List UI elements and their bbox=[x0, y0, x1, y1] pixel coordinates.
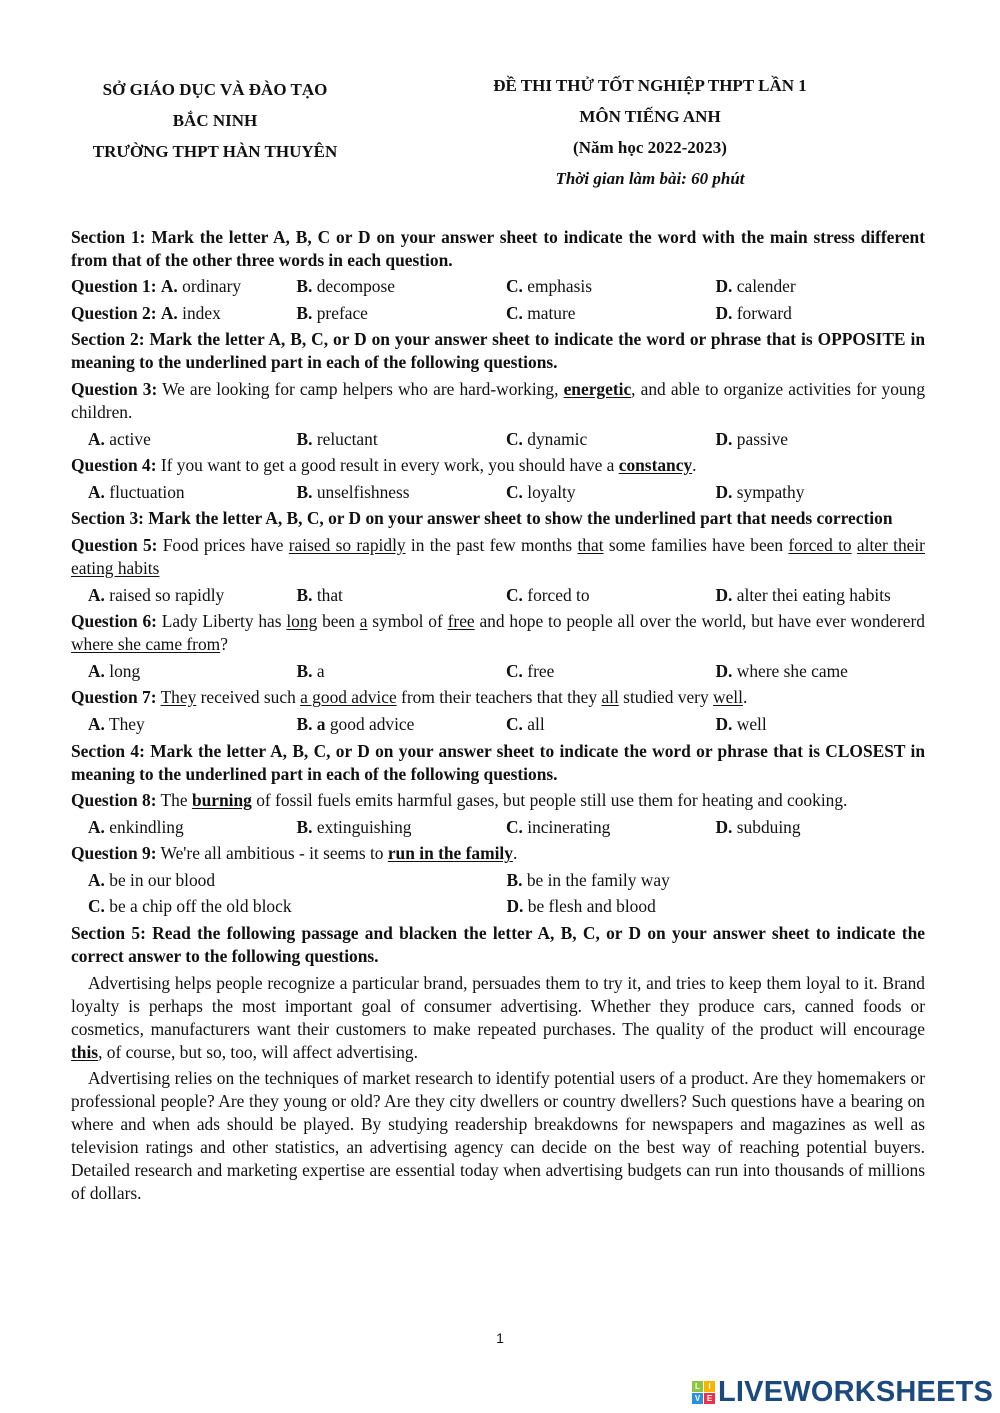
option-d bbox=[716, 660, 926, 683]
logo-tiles-icon bbox=[692, 1381, 715, 1404]
option-text: where she came bbox=[736, 660, 848, 681]
option-c bbox=[506, 428, 716, 451]
text-segment: Section 2: Mark the letter A, B, C, or D on your answer sheet to indicate the word or phrase that is OPPOSITE in meaning to the underlined part in each of the following questions. bbox=[71, 329, 925, 373]
option-letter: B. bbox=[506, 869, 523, 890]
text-segment: Question 5: bbox=[71, 534, 158, 555]
option-letter: C. bbox=[506, 584, 523, 605]
underlined-part: constancy bbox=[618, 455, 693, 476]
option-c bbox=[506, 302, 716, 325]
option-letter: C. bbox=[506, 816, 523, 837]
underlined-part: forced to bbox=[788, 534, 852, 555]
option-d bbox=[716, 713, 926, 736]
text-segment: ? bbox=[220, 634, 228, 655]
section-instruction bbox=[71, 740, 925, 786]
option-letter: D. bbox=[715, 713, 733, 734]
option-b bbox=[297, 428, 507, 451]
option-letter: D. bbox=[715, 584, 733, 605]
option-letter: D. bbox=[715, 302, 733, 323]
text-segment: from their teachers that they bbox=[396, 687, 602, 708]
option-a bbox=[71, 816, 297, 839]
question-text bbox=[71, 686, 925, 709]
school-header bbox=[40, 74, 390, 167]
option-text: fluctuation bbox=[109, 481, 185, 502]
underlined-part: burning bbox=[191, 790, 252, 811]
option-b bbox=[296, 275, 506, 298]
option-letter: D. bbox=[715, 816, 733, 837]
option-text: active bbox=[109, 428, 151, 449]
underlined-part: They bbox=[160, 687, 197, 708]
question-text bbox=[71, 789, 925, 812]
option-text: unselfishness bbox=[316, 481, 410, 502]
option-text: free bbox=[527, 660, 555, 681]
option-a bbox=[71, 428, 297, 451]
question-text bbox=[71, 534, 925, 580]
text-segment: . bbox=[512, 843, 518, 864]
option-a bbox=[71, 302, 296, 325]
text-segment: The bbox=[156, 790, 192, 811]
option-c bbox=[506, 713, 716, 736]
option-letter: A. bbox=[88, 869, 105, 890]
exam-duration: Thời gian làm bài: 60 phút bbox=[555, 169, 745, 188]
option-b bbox=[297, 816, 507, 839]
option-letter: B. bbox=[296, 276, 313, 297]
underlined-part: all bbox=[601, 687, 619, 708]
option-letter: B. bbox=[296, 660, 313, 681]
option-letter: D. bbox=[715, 481, 733, 502]
option-letter: A. bbox=[160, 276, 178, 297]
text-segment: of fossil fuels emits harmful gases, but people still use them for heating and cooking. bbox=[251, 790, 848, 811]
option-letter: C. bbox=[505, 302, 523, 323]
school-name: TRƯỜNG THPT HÀN THUYÊN bbox=[92, 142, 338, 161]
section-instruction bbox=[71, 507, 925, 530]
option-letter: A. bbox=[88, 816, 105, 837]
underlined-part: energetic bbox=[563, 378, 632, 399]
option-a bbox=[71, 275, 296, 298]
text-segment: We're all ambitious - it seems to bbox=[156, 843, 388, 864]
liveworksheets-logo bbox=[692, 1376, 993, 1409]
section-instruction bbox=[71, 328, 925, 374]
underlined-part: a bbox=[359, 611, 368, 632]
underlined-part: where she came from bbox=[71, 634, 221, 655]
option-c bbox=[71, 895, 507, 918]
option-letter: C. bbox=[88, 896, 105, 917]
answer-options bbox=[71, 481, 925, 504]
option-a bbox=[71, 869, 507, 892]
option-a bbox=[71, 481, 297, 504]
option-text: well bbox=[736, 713, 767, 734]
subject-name: MÔN TIẾNG ANH bbox=[579, 107, 721, 126]
logo-text: LIVEWORKSHEETS bbox=[718, 1376, 994, 1408]
option-letter: A. bbox=[88, 660, 105, 681]
question-text bbox=[71, 842, 925, 865]
option-letter: A. bbox=[88, 481, 105, 502]
underlined-part: run in the family bbox=[387, 843, 513, 864]
text-segment: in the past few months bbox=[405, 534, 578, 555]
option-text: preface bbox=[316, 302, 368, 323]
underlined-part: a good advice bbox=[300, 687, 397, 708]
option-text: all bbox=[527, 713, 545, 734]
option-a bbox=[71, 584, 297, 607]
logo-tile: L bbox=[692, 1381, 703, 1392]
option-text: subduing bbox=[736, 816, 801, 837]
option-d bbox=[716, 481, 926, 504]
option-d bbox=[715, 302, 925, 325]
option-text: emphasis bbox=[527, 276, 592, 297]
option-a bbox=[71, 660, 297, 683]
text-segment: Section 4: Mark the letter A, B, C, or D on your answer sheet to indicate the word or phrase that is CLOSEST in meaning to the underlined part in each of the following questions. bbox=[71, 740, 925, 784]
answer-options bbox=[71, 302, 925, 325]
option-letter: D. bbox=[715, 428, 733, 449]
answer-options bbox=[71, 428, 925, 451]
logo-tile: I bbox=[704, 1381, 715, 1392]
option-letter: B. bbox=[296, 584, 313, 605]
text-segment: some families have been bbox=[603, 534, 789, 555]
text-segment: If you want to get a good result in every work, you should have a bbox=[156, 455, 619, 476]
exam-header bbox=[430, 70, 870, 194]
option-text: calender bbox=[736, 276, 796, 297]
text-segment: Question 4: bbox=[71, 455, 157, 476]
option-letter: A. bbox=[160, 302, 178, 323]
text-segment: symbol of bbox=[367, 611, 448, 632]
text-segment: Section 5: Read the following passage and blacken the letter A, B, C, or D on your answer sheet to indicate the correct answer to the following questions. bbox=[71, 923, 925, 967]
answer-options bbox=[71, 816, 925, 839]
text-segment: Section 3: Mark the letter A, B, C, or D on your answer sheet to show the underlined part that needs correction bbox=[71, 508, 893, 529]
answer-options bbox=[71, 869, 925, 892]
underlined-part: alter their eating habits bbox=[71, 534, 925, 578]
option-text: enkindling bbox=[109, 816, 184, 837]
option-text: alter thei eating habits bbox=[736, 584, 891, 605]
text-segment: Question 9: bbox=[71, 843, 157, 864]
province-name: BẮC NINH bbox=[172, 111, 258, 130]
option-text: long bbox=[109, 660, 141, 681]
option-c bbox=[506, 584, 716, 607]
option-text: be flesh and blood bbox=[527, 896, 656, 917]
option-b bbox=[296, 302, 506, 325]
option-letter: C. bbox=[506, 660, 523, 681]
underlined-part: long bbox=[286, 611, 318, 632]
option-c bbox=[506, 481, 716, 504]
option-text: forward bbox=[736, 302, 792, 323]
option-letter: A. bbox=[88, 713, 105, 734]
option-text: raised so rapidly bbox=[109, 584, 225, 605]
option-text: a bbox=[316, 660, 325, 681]
option-text: incinerating bbox=[527, 816, 611, 837]
logo-tile: V bbox=[692, 1393, 703, 1404]
text-segment: Question 8: bbox=[71, 790, 157, 811]
option-text: index bbox=[182, 302, 221, 323]
option-letter: C. bbox=[506, 481, 523, 502]
option-d bbox=[716, 584, 926, 607]
passage-paragraph bbox=[71, 1067, 925, 1205]
option-c bbox=[506, 816, 716, 839]
text-segment: Section 1: Mark the letter A, B, C or D on your answer sheet to indicate the word with the main stress different from that of the other three words in each question. bbox=[71, 226, 925, 270]
option-d bbox=[507, 895, 926, 918]
option-letter: C. bbox=[506, 428, 523, 449]
underlined-part: that bbox=[577, 534, 604, 555]
underlined-part: free bbox=[447, 611, 475, 632]
option-letter: B. bbox=[296, 428, 313, 449]
text-segment: Question 6: bbox=[71, 611, 157, 632]
text-segment: studied very bbox=[618, 687, 714, 708]
option-b bbox=[297, 584, 507, 607]
page-number: 1 bbox=[496, 1330, 504, 1346]
text-segment: Food prices have bbox=[157, 534, 289, 555]
option-letter: C. bbox=[506, 713, 523, 734]
option-text: sympathy bbox=[736, 481, 805, 502]
option-text: good advice bbox=[329, 713, 415, 734]
option-b bbox=[297, 713, 507, 736]
option-d bbox=[716, 428, 926, 451]
text-segment: been bbox=[317, 611, 360, 632]
option-text: dynamic bbox=[527, 428, 588, 449]
underlined-part: raised so rapidly bbox=[288, 534, 406, 555]
option-letter: A. bbox=[88, 428, 105, 449]
option-b bbox=[297, 660, 507, 683]
option-text: ordinary bbox=[182, 276, 242, 297]
option-d bbox=[716, 816, 926, 839]
option-letter: B. bbox=[296, 481, 313, 502]
exam-body bbox=[71, 222, 925, 1205]
text-segment: received such bbox=[196, 687, 301, 708]
option-letter: B. bbox=[296, 816, 313, 837]
option-b bbox=[297, 481, 507, 504]
option-text: extinguishing bbox=[316, 816, 412, 837]
logo-tile: E bbox=[704, 1393, 715, 1404]
text-segment: We are looking for camp helpers who are hard-working, bbox=[157, 378, 564, 399]
option-text: be a chip off the old block bbox=[109, 896, 292, 917]
option-letter: D. bbox=[715, 276, 733, 297]
text-segment: Lady Liberty has bbox=[156, 611, 287, 632]
option-letter: B. a bbox=[296, 713, 326, 734]
option-letter: D. bbox=[506, 896, 524, 917]
option-letter: B. bbox=[296, 302, 313, 323]
text-segment: Advertising relies on the techniques of market research to identify potential users of a product. Are they homemakers or professional people? Are they young or old? Are they city dwellers or country dwellers? Such questions have a bearing on where and when ads should be played. By studying readership breakdowns for newspapers and magazines as well as television ratings and other statistics, an advertising agency can decide on the best way of reaching potential buyers. Detailed research and marketing expertise are essential today when advertising budgets can run into thousands of millions of dollars. bbox=[71, 1068, 925, 1204]
text-segment: . bbox=[742, 687, 748, 708]
option-letter: A. bbox=[88, 584, 105, 605]
option-text: loyalty bbox=[527, 481, 576, 502]
option-text: forced to bbox=[527, 584, 590, 605]
school-year: (Năm học 2022-2023) bbox=[573, 138, 727, 157]
option-c bbox=[506, 275, 716, 298]
option-text: that bbox=[316, 584, 343, 605]
option-text: reluctant bbox=[316, 428, 378, 449]
answer-options bbox=[71, 275, 925, 298]
text-segment: , of course, but so, too, will affect advertising. bbox=[98, 1041, 418, 1062]
option-c bbox=[506, 660, 716, 683]
section-instruction bbox=[71, 922, 925, 968]
option-letter: C. bbox=[505, 276, 523, 297]
section-instruction bbox=[71, 226, 925, 272]
text-segment: Question 3: bbox=[71, 378, 158, 399]
text-segment: Advertising helps people recognize a particular brand, persuades them to try it, and tries to keep them loyal to it. Brand loyalty is perhaps the most important goal of consumer advertising. Whether they produce cars, canned foods or cosmetics, manufacturers want their customers to make repeated purchases. The quality of the product will encourage bbox=[71, 972, 925, 1039]
option-text: They bbox=[108, 713, 145, 734]
option-a bbox=[71, 713, 297, 736]
passage-paragraph bbox=[71, 972, 925, 1064]
option-text: passive bbox=[736, 428, 788, 449]
text-segment: and hope to people all over the world, but have ever wondererd bbox=[474, 611, 925, 632]
answer-options bbox=[71, 713, 925, 736]
question-text bbox=[71, 454, 925, 477]
underlined-part: this bbox=[71, 1041, 99, 1062]
option-b bbox=[507, 869, 926, 892]
answer-options bbox=[71, 895, 925, 918]
option-text: be in our blood bbox=[109, 869, 216, 890]
exam-title: ĐỀ THI THỬ TỐT NGHIỆP THPT LẦN 1 bbox=[493, 76, 807, 95]
text-segment: . bbox=[692, 455, 697, 476]
text-segment: Question 7: bbox=[71, 687, 157, 708]
underlined-part: well bbox=[713, 687, 743, 708]
answer-options bbox=[71, 660, 925, 683]
option-text: decompose bbox=[316, 276, 395, 297]
question-label: Question 1: bbox=[71, 276, 157, 297]
option-text: be in the family way bbox=[526, 869, 670, 890]
question-label: Question 2: bbox=[71, 302, 157, 323]
department-name: SỞ GIÁO DỤC VÀ ĐÀO TẠO bbox=[102, 80, 328, 99]
answer-options bbox=[71, 584, 925, 607]
question-text bbox=[71, 610, 925, 656]
text-segment: , and able to organize activities for young children. bbox=[71, 378, 926, 422]
option-letter: D. bbox=[715, 660, 733, 681]
option-d bbox=[715, 275, 925, 298]
option-text: mature bbox=[527, 302, 576, 323]
question-text bbox=[71, 378, 925, 424]
